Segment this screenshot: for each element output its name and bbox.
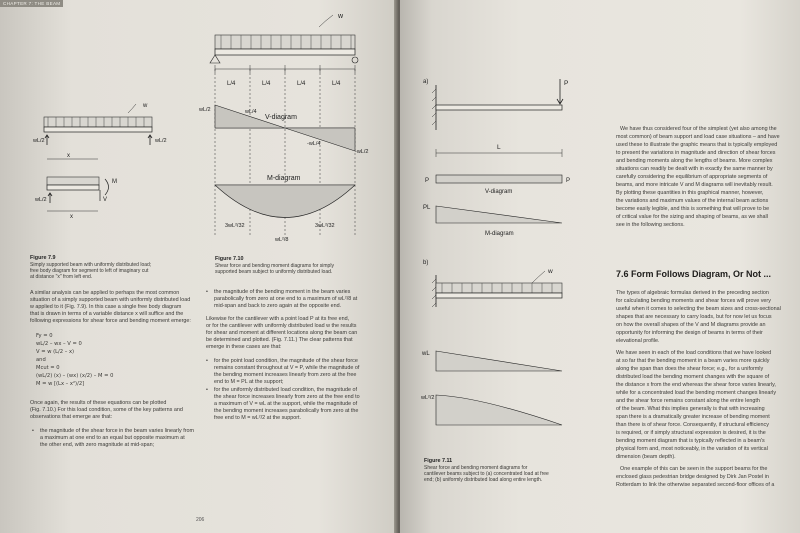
para-top-line-7: carefully considering the equilibrium of appropriate segments of bbox=[616, 174, 768, 180]
fig711-a-pl: PL bbox=[423, 205, 431, 211]
fig710-quarter-2: L/4 bbox=[262, 81, 271, 87]
para-top-line-4: to present the variations in magnitude and direction of shear forces bbox=[616, 150, 776, 156]
para3-line-5: emerge in these cases are that: bbox=[206, 344, 282, 350]
fig79-reaction-right bbox=[148, 135, 152, 145]
bullet-a-line-3: the other end, with zero magnitude at mid-span; bbox=[40, 442, 155, 448]
fig711-part-a: a) bbox=[423, 79, 429, 85]
bullet-d-line-5: free end to M = wL²/2 at the support. bbox=[214, 415, 302, 421]
left-page bbox=[0, 0, 398, 533]
para-top-line-6: situations can readily be dealt with in exactly the same manner by bbox=[616, 166, 773, 172]
para-end-line-2: enclosed glass pedestrian bridge designed by Dirk Jan Postel in bbox=[616, 474, 769, 480]
para-long-line-11: is required, or if simply structural expression is desired, it is the bbox=[616, 430, 766, 436]
fig711-b-v-diagram bbox=[436, 351, 562, 371]
bullet-b-line-1: the magnitude of the bending moment in the beam varies bbox=[214, 289, 351, 295]
para-mid-line-5: on how the overall shapes of the V and M diagrams provide an bbox=[616, 322, 766, 328]
fig710-v-left: wL/2 bbox=[199, 107, 211, 113]
para-top-line-10: the variations and maximum values of the internal beam actions bbox=[616, 198, 769, 204]
para-top-line-9: By plotting these quantities in this graphical manner, however, bbox=[616, 190, 764, 196]
fig710-m-parabola bbox=[215, 185, 355, 218]
fig711-b-beam bbox=[436, 293, 562, 298]
para-mid-line-6: opportunity for informing the design of beams in terms of their bbox=[616, 330, 763, 336]
para-mid-line-2: for calculating bending moments and shear forces will prove very bbox=[616, 298, 771, 304]
para-long-line-12: bending moment diagram that is typically reflected in a beam's bbox=[616, 438, 765, 444]
para-top-line-13: see in the following sections. bbox=[616, 222, 685, 228]
fig711-a-beam bbox=[436, 105, 562, 110]
para1-line-4: that is drawn in terms of a variable distance x will suffice and the bbox=[30, 311, 184, 317]
bullet-d-line-4: the bending moment increases parabolically from zero at the bbox=[214, 408, 359, 414]
section-heading: 7.6 Form Follows Diagram, Or Not ... bbox=[616, 269, 772, 279]
fig79-fbd-beam bbox=[47, 185, 99, 190]
para2-line-3: observations that emerge are that: bbox=[30, 414, 113, 420]
figure-7-11 bbox=[420, 75, 600, 455]
para-top-line-1: We have thus considered four of the simplest (yet also among the bbox=[620, 126, 777, 132]
fig710-quarter-3: L/4 bbox=[297, 81, 306, 87]
para-top-line-11: become easily legible, and this is something that will prove to be bbox=[616, 206, 770, 212]
equation-6: (wL/2) (x) – (wx) (x/2) – M = 0 bbox=[36, 373, 114, 379]
figure-7-10 bbox=[195, 5, 385, 255]
fig710-m-title: M-diagram bbox=[267, 175, 301, 182]
fig79-support-right: wL/2 bbox=[155, 138, 167, 144]
equation-3: V = w (L/2 – x) bbox=[36, 349, 75, 355]
running-header: CHAPTER 7: THE BEAM bbox=[0, 0, 63, 7]
fig79-reaction-left bbox=[45, 135, 49, 145]
para-long-line-13: physical form and, most noticeably, in the variation of its vertical bbox=[616, 446, 768, 452]
para-long-line-1: We have seen in each of the load conditions that we have looked bbox=[616, 350, 772, 356]
fig710-label: Figure 7.10 bbox=[215, 256, 244, 262]
fig710-support-right bbox=[352, 57, 358, 63]
fig79-shear-label: V bbox=[103, 197, 108, 203]
para-mid-line-4: shapes that are necessary to carry loads, but for now let us focus bbox=[616, 314, 772, 320]
bullet-d-line-2: the shear force increases linearly from zero at the free end to bbox=[214, 394, 360, 400]
para3-line-1: Likewise for the cantilever with a point load P at its free end, bbox=[206, 316, 350, 322]
para3-line-4: be determined and plotted. (Fig. 7.11.) The clear patterns that bbox=[206, 337, 353, 343]
fig79-caption-3: at distance "x" from left end. bbox=[30, 274, 93, 280]
fig79-moment-arrow bbox=[105, 179, 109, 195]
fig710-v-q1: wL/4 bbox=[245, 109, 257, 115]
para-top-line-3: used these to illustrate the graphic means that is typically employed bbox=[616, 142, 778, 148]
fig711-b-wl2: wL²/2 bbox=[421, 395, 435, 401]
figure-7-9 bbox=[30, 95, 170, 255]
fig79-support-left: wL/2 bbox=[33, 138, 45, 144]
para3-line-3: for shear and moment at different locations along the beam can bbox=[206, 330, 358, 336]
fig711-a-m-diagram bbox=[436, 206, 562, 223]
para1-line-2: situation of a simply supported beam with uniformly distributed load bbox=[30, 297, 191, 303]
equation-7: M = w [(Lx – x²)/2] bbox=[36, 381, 85, 387]
bullet-c-line-4: end to M = PL at the support; bbox=[214, 379, 284, 385]
bullet-a-line-2: a maximum at one end to an equal but opposite maximum at bbox=[40, 435, 185, 441]
fig710-v-title: V-diagram bbox=[265, 114, 297, 121]
fig711-a-load-arrow bbox=[557, 79, 563, 104]
fig710-load-label: w bbox=[338, 13, 344, 20]
fig79-moment-label: M bbox=[112, 179, 117, 185]
fig710-beam bbox=[215, 49, 355, 55]
fig710-support-left bbox=[210, 55, 220, 63]
para-mid-line-7: elevational profile. bbox=[616, 338, 660, 344]
para-mid-line-3: useful when it comes to selecting the beam sizes and cross-sectional bbox=[616, 306, 781, 312]
fig79-caption-2: free body diagram for segment to left of imaginary cut bbox=[30, 268, 149, 274]
fig711-a-m-title: M-diagram bbox=[485, 231, 514, 237]
para2-line-1: Once again, the results of these equations can be plotted bbox=[30, 400, 167, 406]
para1-line-3: w applied to it (Fig. 7.9). In this case a single free body diagram bbox=[30, 304, 182, 310]
fig711-a-load: P bbox=[564, 80, 569, 87]
bullet-d-marker: • bbox=[206, 387, 208, 393]
fig711-caption-2: cantilever beams subject to (a) concentrated load at free bbox=[424, 471, 549, 477]
fig711-b-wl: wL bbox=[422, 351, 430, 357]
fig79-beam bbox=[44, 127, 152, 132]
bullet-c-line-3: the bending moment increases linearly from zero at the free bbox=[214, 372, 357, 378]
equation-4: and bbox=[36, 357, 46, 363]
fig79-caption-1: Simply supported beam with uniformly distributed load; bbox=[30, 262, 152, 268]
fig710-load-block bbox=[215, 35, 355, 49]
bullet-b-line-3: mid-span and back to zero again at the opposite end. bbox=[214, 303, 342, 309]
para-top-line-2: most common) of beam support and load case situations – and have bbox=[616, 134, 780, 140]
fig710-v-negative bbox=[285, 128, 355, 151]
fig710-m-mid: wL²/8 bbox=[275, 237, 289, 243]
fig79-x-label-2: x bbox=[70, 214, 73, 220]
fig711-b-w: w bbox=[548, 268, 553, 275]
para-top-line-5: and bending moments along the lengths of beams. More complex bbox=[616, 158, 773, 164]
bullet-c-line-1: for the point load condition, the magnitude of the shear force bbox=[214, 358, 358, 364]
para-long-line-9: span there is a dramatically greater increase of bending moment bbox=[616, 414, 770, 420]
fig79-fbd-load bbox=[47, 177, 99, 185]
bullet-d-line-1: for the uniformly distributed load condition, the magnitude of bbox=[214, 387, 357, 393]
fig711-caption-3: end; (b) uniformly distributed load along entire length. bbox=[424, 477, 543, 483]
fig79-x-label: x bbox=[67, 153, 70, 159]
bullet-c-marker: • bbox=[206, 358, 208, 364]
fig79-load-label: w bbox=[143, 103, 148, 109]
para1-line-5: following expressions for shear force and bending moment emerge: bbox=[30, 318, 191, 324]
para-long-line-10: than there is of shear force. Consequently, if structural efficiency bbox=[616, 422, 769, 428]
bullet-b-line-2: parabolically from zero at one end to a maximum of wL²/8 at bbox=[214, 296, 358, 302]
fig710-m-q3: 3wL²/32 bbox=[315, 223, 335, 229]
fig711-b-load-block bbox=[436, 283, 562, 293]
bullet-a-marker: • bbox=[32, 428, 34, 434]
para-end-line-1: One example of this can be seen in the support beams for the bbox=[620, 466, 768, 472]
fig711-a-v-title: V-diagram bbox=[485, 189, 513, 195]
fig710-quarter-4: L/4 bbox=[332, 81, 341, 87]
fig711-a-v-right: P bbox=[566, 178, 571, 184]
fig79-fbd-support: wL/2 bbox=[35, 197, 47, 203]
fig711-b-m-diagram bbox=[436, 395, 562, 425]
para-end-line-3: Rotterdam to link the otherwise separated second-floor offices of a bbox=[616, 482, 775, 488]
fig710-quarter-1: L/4 bbox=[227, 81, 236, 87]
para-top-line-12: of critical value for the sizing and shaping of beams, as we shall bbox=[616, 214, 768, 220]
para-long-line-2: at so far that the bending moment in a beam varies more quickly bbox=[616, 358, 770, 364]
para-long-line-8: of the beam. What this implies generally is that with increasing bbox=[616, 406, 765, 412]
para-long-line-5: the distance x from the end whereas the shear force varies linearly, bbox=[616, 382, 776, 388]
right-page bbox=[400, 0, 800, 533]
bullet-c-line-2: remains constant throughout at V = P, while the magnitude of bbox=[214, 365, 360, 371]
equation-1: Fy = 0 bbox=[36, 333, 53, 339]
para-top-line-8: beams, and more intricate V and M diagrams will inevitably result. bbox=[616, 182, 773, 188]
fig711-part-b: b) bbox=[423, 260, 429, 266]
fig711-caption-1: Shear force and bending moment diagrams for bbox=[424, 465, 528, 471]
fig710-v-q3: -wL/4 bbox=[307, 141, 321, 147]
fig711-a-span: L bbox=[497, 144, 501, 151]
page-number: 206 bbox=[196, 517, 205, 523]
fig711-a-v-left: P bbox=[425, 178, 430, 184]
fig710-caption-2: supported beam subject to uniformly distributed load. bbox=[215, 269, 333, 275]
para-long-line-4: distributed load the bending moment changes with the square of bbox=[616, 374, 770, 380]
fig79-label: Figure 7.9 bbox=[30, 255, 56, 261]
para-long-line-7: and the shear force remains constant along the entire length bbox=[616, 398, 760, 404]
bullet-b-marker: • bbox=[206, 289, 208, 295]
fig711-label: Figure 7.11 bbox=[424, 458, 453, 464]
para-long-line-3: along the span than does the shear force; e.g., for a uniformly bbox=[616, 366, 764, 372]
para-long-line-14: dimension (beam depth). bbox=[616, 454, 676, 460]
bullet-a-line-1: the magnitude of the shear force in the beam varies linearly from bbox=[40, 428, 195, 434]
equation-2: wL/2 – wx – V = 0 bbox=[36, 341, 82, 347]
bullet-d-line-3: a maximum of V = wL at the support, while the magnitude of bbox=[214, 401, 358, 407]
para1-line-1: A similar analysis can be applied to perhaps the most common bbox=[30, 290, 180, 296]
fig711-a-v-diagram bbox=[436, 175, 562, 183]
equation-5: Mcut = 0 bbox=[36, 365, 60, 371]
para-long-line-6: while for a concentrated load the bending moment changes linearly bbox=[616, 390, 777, 396]
para3-line-2: or for the cantilever with uniformly distributed load w the results bbox=[206, 323, 357, 329]
fig710-v-right: -wL/2 bbox=[355, 149, 369, 155]
para2-line-2: (Fig. 7.10.) For this load condition, some of the key patterns and bbox=[30, 407, 183, 413]
fig710-m-q1: 3wL²/32 bbox=[225, 223, 245, 229]
para-mid-line-1: The types of algebraic formulas derived in the preceding section bbox=[616, 290, 769, 296]
fig710-caption-1: Shear force and bending moment diagrams for simply bbox=[215, 263, 334, 269]
